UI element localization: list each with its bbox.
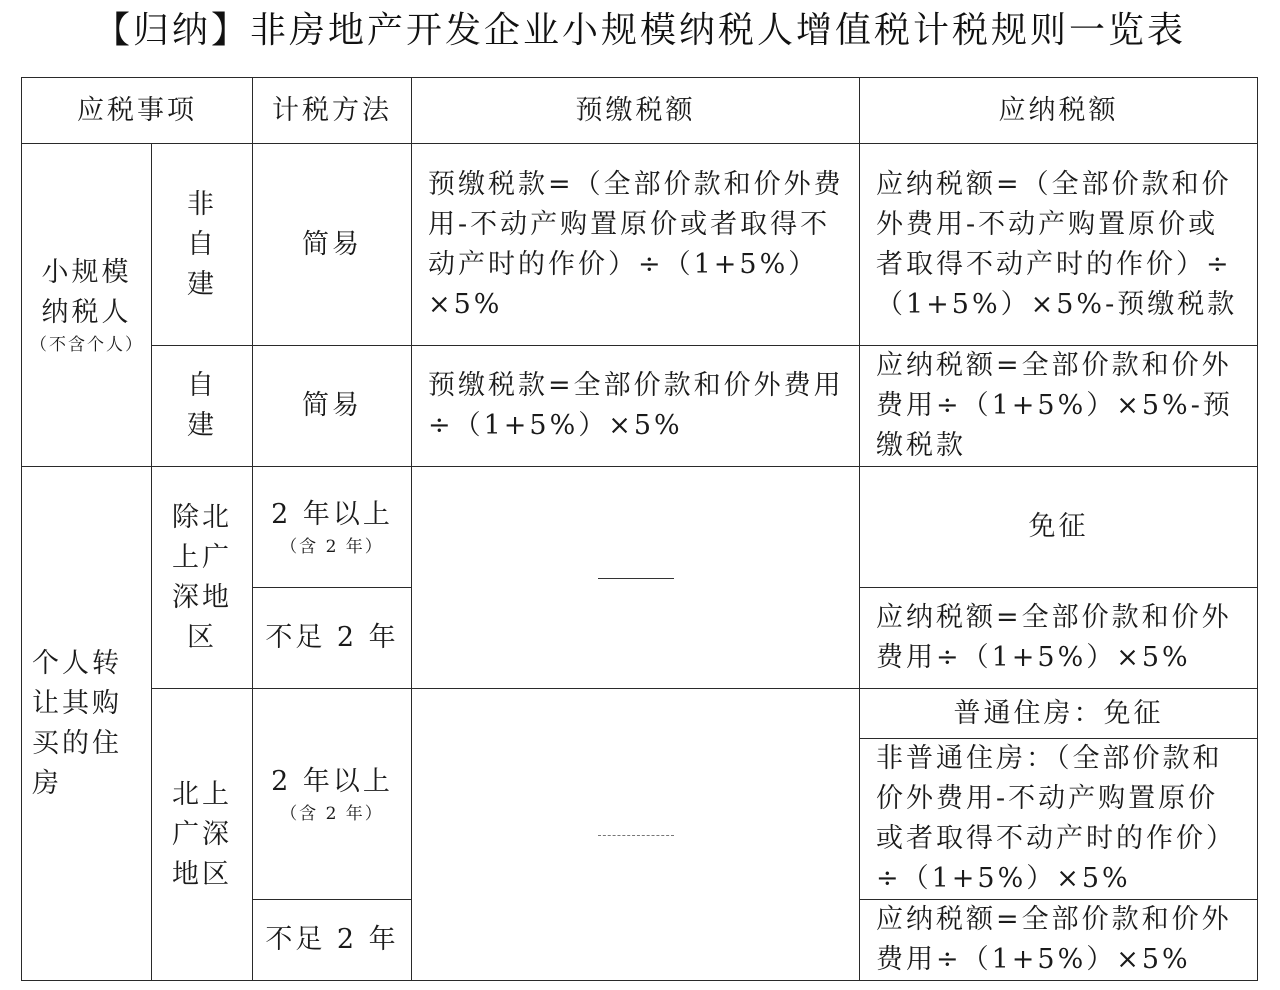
region-beijing-shanghai-guangzhou-shenzhen: 北上广深地区	[152, 689, 253, 981]
method-under2: 不足 2 年	[253, 900, 412, 981]
payable-cell: 应纳税额=全部价款和价外费用÷（1+5%）×5%-预缴税款	[860, 346, 1258, 467]
header-item: 应税事项	[22, 78, 253, 144]
group-individual: 个人转让其购买的住房	[22, 467, 152, 981]
prepay-empty	[412, 689, 860, 981]
header-payable: 应纳税额	[860, 78, 1258, 144]
table-row	[22, 346, 1258, 467]
table-row	[22, 689, 1258, 739]
method-over2-main: 2 年以上	[271, 499, 393, 530]
payable-cell: 应纳税额=（全部价款和价外费用-不动产购置原价或者取得不动产时的作价）÷（1+5%）×5%-预缴税款	[860, 144, 1258, 346]
payable-cell: 应纳税额=全部价款和价外费用÷（1+5%）×5%	[860, 588, 1258, 689]
prepay-empty	[412, 467, 860, 689]
payable-nonordinary: 非普通住房：（全部价款和价外费用-不动产购置原价或者取得不动产时的作价）÷（1+5%）×5%	[860, 739, 1258, 900]
table-row	[22, 467, 1258, 588]
method-over2-note: （含 2 年）	[280, 804, 384, 824]
group-small-scale	[22, 144, 152, 467]
dash-line	[598, 835, 674, 836]
group-small-scale-label: 小规模纳税人	[41, 257, 132, 328]
header-row	[22, 78, 1258, 144]
header-prepay: 预缴税额	[412, 78, 860, 144]
group-small-scale-note: （不含个人）	[30, 335, 144, 355]
table-row	[22, 144, 1258, 346]
page-title: 【归纳】非房地产开发企业小规模纳税人增值税计税规则一览表	[93, 10, 1186, 51]
method-cell: 简易	[253, 346, 412, 467]
method-over2	[253, 689, 412, 900]
sub-non-self-built: 非自建	[152, 144, 253, 346]
payable-cell: 应纳税额=全部价款和价外费用÷（1+5%）×5%	[860, 900, 1258, 981]
method-over2	[253, 467, 412, 588]
method-over2-note: （含 2 年）	[280, 537, 384, 557]
method-cell: 简易	[253, 144, 412, 346]
sub-self-built: 自建	[152, 346, 253, 467]
prepay-cell: 预缴税款=（全部价款和价外费用-不动产购置原价或者取得不动产时的作价）÷（1+5%）×5%	[412, 144, 860, 346]
tax-rules-table	[21, 77, 1258, 981]
prepay-cell: 预缴税款=全部价款和价外费用÷（1+5%）×5%	[412, 346, 860, 467]
header-method: 计税方法	[253, 78, 412, 144]
region-other: 除北上广深地区	[152, 467, 253, 689]
method-under2: 不足 2 年	[253, 588, 412, 689]
dash-line	[598, 578, 674, 579]
payable-exempt: 免征	[860, 467, 1258, 588]
payable-ordinary: 普通住房：免征	[860, 689, 1258, 739]
method-over2-main: 2 年以上	[271, 766, 393, 797]
